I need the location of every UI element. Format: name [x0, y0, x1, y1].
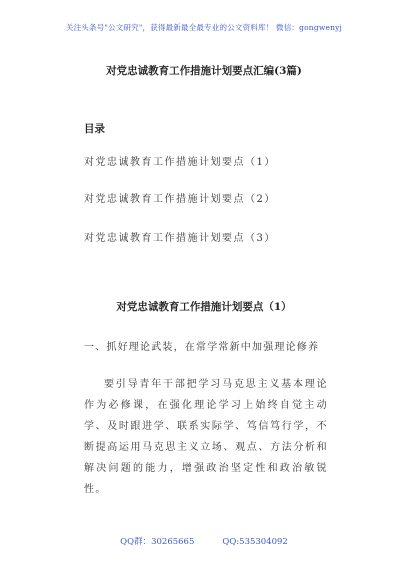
- section-title: 对党忠诚教育工作措施计划要点（1）: [116, 301, 292, 313]
- section-subheading: 一、抓好理论武装，在常学常新中加强理论修养: [84, 342, 320, 353]
- toc-heading: 目录: [84, 123, 105, 135]
- toc-item[interactable]: 对党忠诚教育工作措施计划要点（2）: [84, 194, 276, 205]
- footer-qq-group: QQ群：30265665: [120, 537, 195, 547]
- document-title: 对党忠诚教育工作措施计划要点汇编(3篇): [106, 65, 302, 77]
- header-banner: 关注头条号"公文研究"，获得最新最全最专业的公文资料库！ 微信：gongwenyj: [65, 23, 343, 32]
- body-paragraph: 要引导青年干部把学习马克思主义基本理论作为必修课，在强化理论学习上始终自觉主动学、及时跟进学、联系实际学、笃信笃行学，不断提高运用马克思主义立场、观点、方法分析和解决问题的能力，增强政治坚定性和政治敏锐性。: [84, 379, 328, 495]
- footer: [0, 535, 408, 547]
- toc-item[interactable]: 对党忠诚教育工作措施计划要点（3）: [84, 233, 276, 244]
- toc-item[interactable]: 对党忠诚教育工作措施计划要点（1）: [84, 157, 276, 168]
- footer-qq: QQ:535304092: [222, 537, 288, 547]
